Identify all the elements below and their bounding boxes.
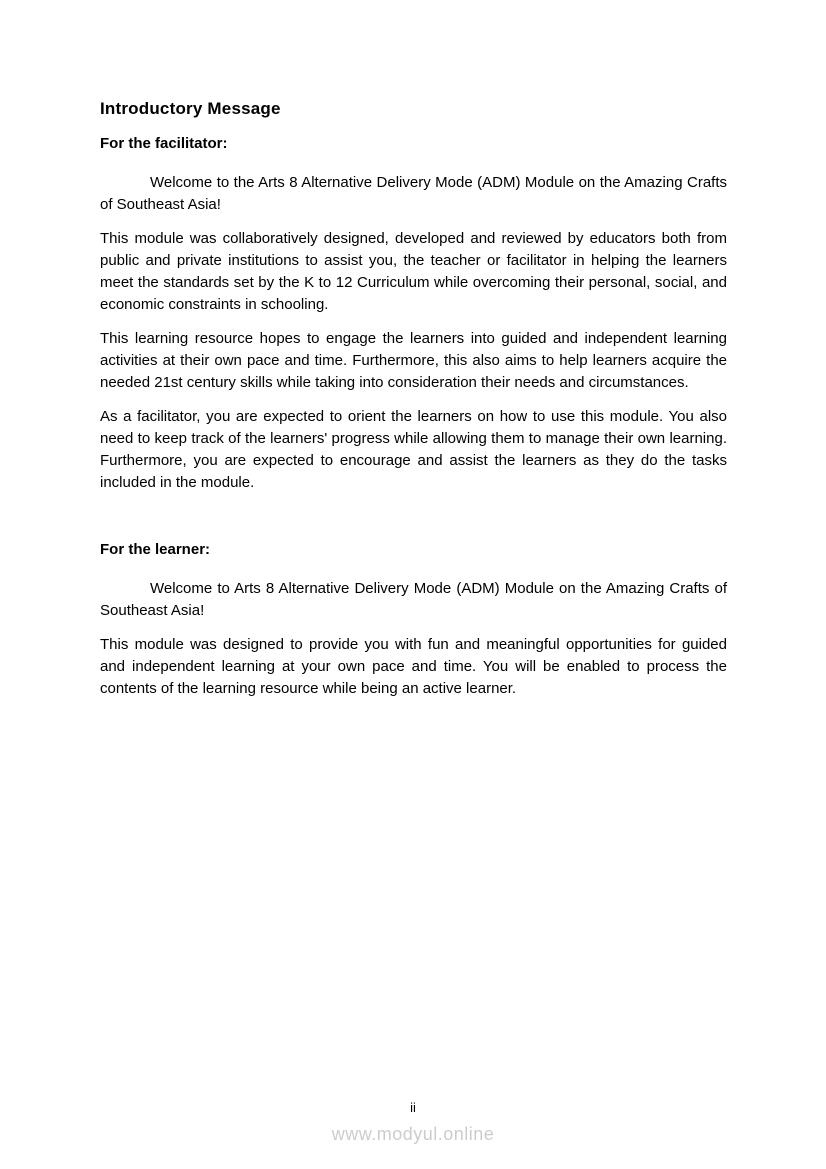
watermark-text: www.modyul.online	[331, 1124, 495, 1144]
section-heading-learner: For the learner:	[100, 541, 211, 558]
page-number: ii	[410, 1100, 416, 1115]
learner-paragraph: This module was designed to provide you with fun and meaningful opportunities for guided and independent learning at your own pace and time. You will be enabled to process the contents of the learning resource while being an active learner.	[100, 636, 727, 697]
facilitator-paragraph: This learning resource hopes to engage the learners into guided and independent learning activities at their own pace and time. Furthermore, this also aims to help learners acquire the needed 21st century skills while taking into consideration their needs and circumstances.	[100, 330, 727, 391]
page-title: Introductory Message	[100, 99, 281, 118]
page-content	[100, 98, 727, 712]
facilitator-welcome-paragraph: Welcome to the Arts 8 Alternative Delivery Mode (ADM) Module on the Amazing Crafts of Southeast Asia!	[100, 174, 727, 213]
facilitator-paragraph: As a facilitator, you are expected to orient the learners on how to use this module. You also need to keep track of the learners' progress while allowing them to manage their own learning. Furthermore, you are expected to encourage and assist the learners as they do the tasks included in the module.	[100, 408, 727, 491]
section-heading-facilitator: For the facilitator:	[100, 135, 228, 152]
facilitator-paragraph: This module was collaboratively designed, developed and reviewed by educators both from public and private institutions to assist you, the teacher or facilitator in helping the learners meet the standards set by the K to 12 Curriculum while overcoming their personal, social, and economic constraints in schooling.	[100, 230, 727, 313]
learner-welcome-paragraph: Welcome to Arts 8 Alternative Delivery Mode (ADM) Module on the Amazing Crafts of Southeast Asia!	[100, 580, 727, 619]
